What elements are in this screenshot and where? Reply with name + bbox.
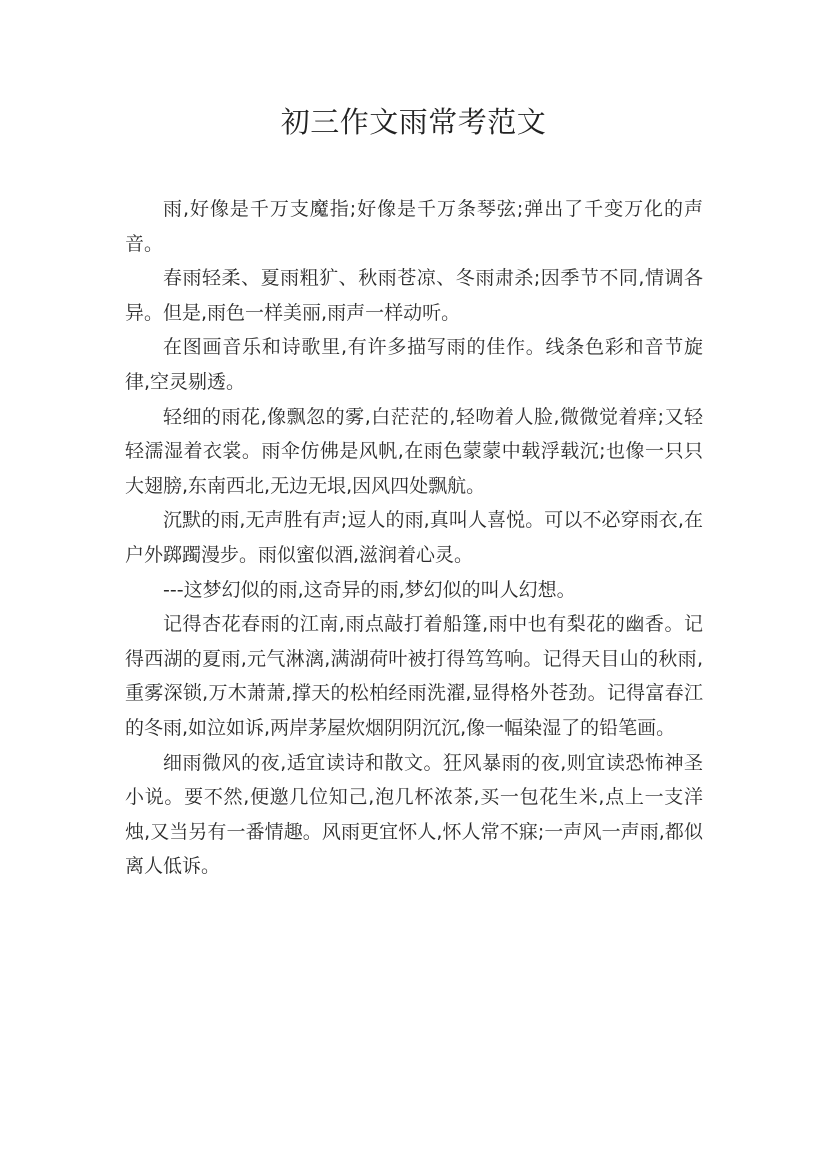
paragraph: 轻细的雨花,像飘忽的雾,白茫茫的,轻吻着人脸,微微觉着痒;又轻轻濡湿着衣裳。雨伞仿佛是风帆,在雨色蒙蒙中载浮载沉;也像一只只大翅膀,东南西北,无边无垠,因风四处飘航。 bbox=[125, 405, 703, 497]
document-body bbox=[125, 192, 703, 884]
paragraph: 春雨轻柔、夏雨粗犷、秋雨苍凉、冬雨肃杀;因季节不同,情调各异。但是,雨色一样美丽,雨声一样动听。 bbox=[125, 267, 703, 324]
paragraph: ---这梦幻似的雨,这奇异的雨,梦幻似的叫人幻想。 bbox=[163, 578, 576, 601]
paragraph: 在图画音乐和诗歌里,有许多描写雨的佳作。线条色彩和音节旋律,空灵剔透。 bbox=[125, 336, 703, 393]
paragraph: 雨,好像是千万支魔指;好像是千万条琴弦;弹出了千变万化的声音。 bbox=[125, 198, 703, 255]
paragraph: 细雨微风的夜,适宜读诗和散文。狂风暴雨的夜,则宜读恐怖神圣小说。要不然,便邀几位知己,泡几杯浓茶,买一包花生米,点上一支洋烛,又当另有一番情趣。风雨更宜怀人,怀人常不寐;一声风一声雨,都似离人低诉。 bbox=[125, 751, 703, 878]
document-title: 初三作文雨常考范文 bbox=[280, 105, 547, 139]
paragraph: 记得杏花春雨的江南,雨点敲打着船篷,雨中也有梨花的幽香。记得西湖的夏雨,元气淋漓,满湖荷叶被打得笃笃响。记得天目山的秋雨,重雾深锁,万木萧萧,撑天的松柏经雨洗濯,显得格外苍劲。记得富春江的冬雨,如泣如诉,两岸茅屋炊烟阴阴沉沉,像一幅染湿了的铅笔画。 bbox=[125, 613, 703, 739]
paragraph: 沉默的雨,无声胜有声;逗人的雨,真叫人喜悦。可以不必穿雨衣,在户外踯躅漫步。雨似蜜似酒,滋润着心灵。 bbox=[125, 509, 703, 566]
